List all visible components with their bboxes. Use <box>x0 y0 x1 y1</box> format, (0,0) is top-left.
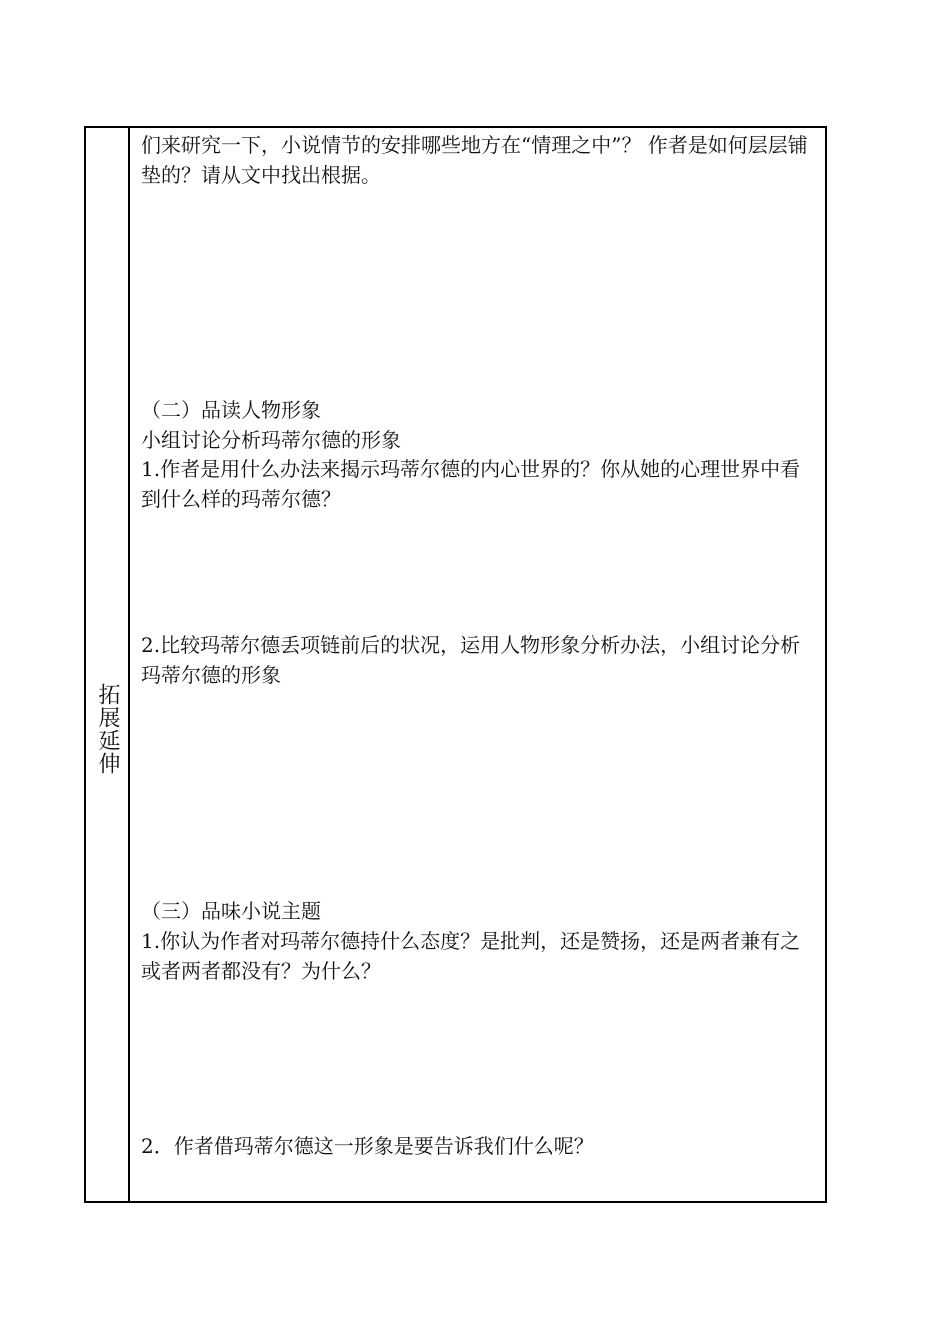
content-cell <box>130 128 825 1201</box>
worksheet-table <box>84 126 827 1203</box>
section-heading-theme: （三）品味小说主题 <box>141 899 321 923</box>
theme-question-2: 2．作者借玛蒂尔德这一形象是要告诉我们什么呢？ <box>141 1134 594 1158</box>
character-question-2: 2.比较玛蒂尔德丢项链前后的状况，运用人物形象分析办法，小组讨论分析玛蒂尔德的形象 <box>141 633 801 687</box>
theme-question-1: 1.你认为作者对玛蒂尔德持什么态度？是批判，还是赞扬，还是两者兼有之或者两者都没有？为什么？ <box>141 929 801 983</box>
section-label: 拓展延伸 <box>95 683 120 775</box>
plot-question-continued: 们来研究一下，小说情节的安排哪些地方在“情理之中”？ 作者是如何层层铺垫的？请从文中找出根据。 <box>141 133 808 187</box>
section-heading-character: （二）品读人物形象 <box>141 398 321 422</box>
character-question-1: 1.作者是用什么办法来揭示玛蒂尔德的内心世界的？你从她的心理世界中看到什么样的玛蒂尔德？ <box>141 457 801 511</box>
group-discussion-prompt: 小组讨论分析玛蒂尔德的形象 <box>141 428 401 452</box>
section-label-cell <box>86 128 130 1201</box>
